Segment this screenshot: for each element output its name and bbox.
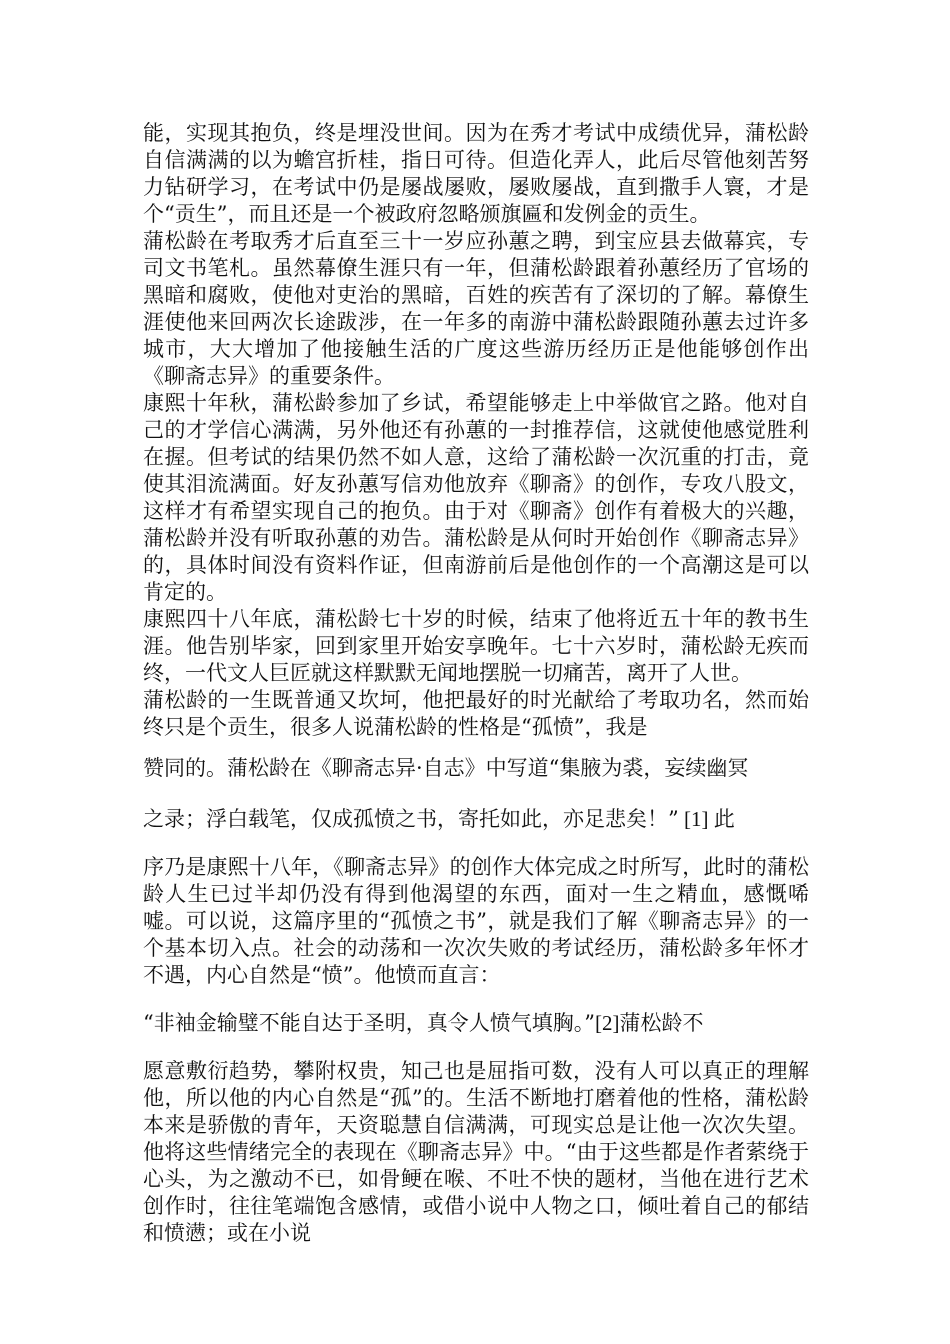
paragraph-3: 康熙十年秋，蒲松龄参加了乡试，希望能够走上中举做官之路。他对自己的才学信心满满，另外他还有孙蕙的一封推荐信，这就使他感觉胜利在握。但考试的结果仍然不如人意，这给了蒲松龄一次沉重的打击，竟使其泪流满面。好友孙蕙写信劝他放弃《聊斋》的创作，专攻八股文，这样才有希望实现自己的抱负。由于对《聊斋》创作有着极大的兴趣，蒲松龄并没有听取孙蕙的劝告。蒲松龄是从何时开始创作《聊斋志异》的，具体时间没有资料作证，但南游前后是他创作的一个高潮这是可以肯定的。 (143, 391, 809, 604)
quote-text-2: “非袖金输璧不能自达于圣明，真令人愤气填胸。” (143, 1011, 595, 1035)
paragraph-5: 蒲松龄的一生既普通又坎坷，他把最好的时光献给了考取功名，然而始终只是个贡生，很多人说蒲松龄的性格是“孤愤”，我是 (143, 688, 809, 739)
paragraph-2: 蒲松龄在考取秀才后直至三十一岁应孙蕙之聘，到宝应县去做幕宾，专司文书笔札。虽然幕僚生涯只有一年，但蒲松龄跟着孙蕙经历了官场的黑暗和腐败，使他对吏治的黑暗，百姓的疾苦有了深切的了解。幕僚生涯使他来回两次长途跋涉，在一年多的南游中蒲松龄跟随孙蕙去过许多城市，大大增加了他接触生活的广度这些游历经历正是他能够创作出《聊斋志异》的重要条件。 (143, 229, 809, 388)
paragraph-4: 康熙四十八年底，蒲松龄七十岁的时候，结束了他将近五十年的教书生涯。他告别毕家，回到家里开始安享晚年。七十六岁时，蒲松龄无疾而终，一代文人巨匠就这样默默无闻地摆脱一切痛苦，离开了人世。 (143, 607, 809, 685)
document-body (143, 120, 809, 1247)
quote-line-2 (143, 806, 809, 833)
paragraph-1: 能，实现其抱负，终是埋没世间。因为在秀才考试中成绩优异，蒲松龄自信满满的以为蟾宫折桂，指日可待。但造化弄人，此后尽管他刻苦努力钻研学习，在考试中仍是屡战屡败，屡败屡战，直到撒手人寰，才是个“贡生”，而且还是一个被政府忽略颁旗匾和发例金的贡生。 (143, 121, 809, 226)
paragraph-7: 愿意敷衍趋势，攀附权贵，知己也是屈指可数，没有人可以真正的理解他，所以他的内心自然是“孤”的。生活不断地打磨着他的性格，蒲松龄本来是骄傲的青年，天资聪慧自信满满，可现实总是让他一次次失望。他将这些情绪完全的表现在《聊斋志异》中。“由于这些都是作者萦绕于心头，为之激动不已，如骨鲠在喉、不吐不快的题材，当他在进行艺术创作时，往往笔端饱含感情，或借小说中人物之口，倾吐着自己的郁结和愤懑；或在小说 (143, 1059, 809, 1245)
quote-line-1: 赞同的。蒲松龄在《聊斋志异·自志》中写道“集腋为裘，妄续幽冥 (143, 756, 749, 780)
footnote-ref-1: [1] 此 (678, 807, 735, 831)
paragraph-6: 序乃是康熙十八年，《聊斋志异》的创作大体完成之时所写，此时的蒲松龄人生已过半却仍没有得到他渴望的东西，面对一生之精血，感慨唏嘘。可以说，这篇序里的“孤愤之书”，就是我们了解《聊斋志异》的一个基本切入点。社会的动荡和一次次失败的考试经历，蒲松龄多年怀才不遇，内心自然是“愤”。他愤而直言： (143, 855, 809, 987)
quote-line-3 (143, 1010, 809, 1037)
quote-text: 之录；浮白载笔，仅成孤愤之书，寄托如此，亦足悲矣！” (143, 807, 679, 831)
footnote-ref-2: [2]蒲松龄不 (594, 1011, 704, 1035)
